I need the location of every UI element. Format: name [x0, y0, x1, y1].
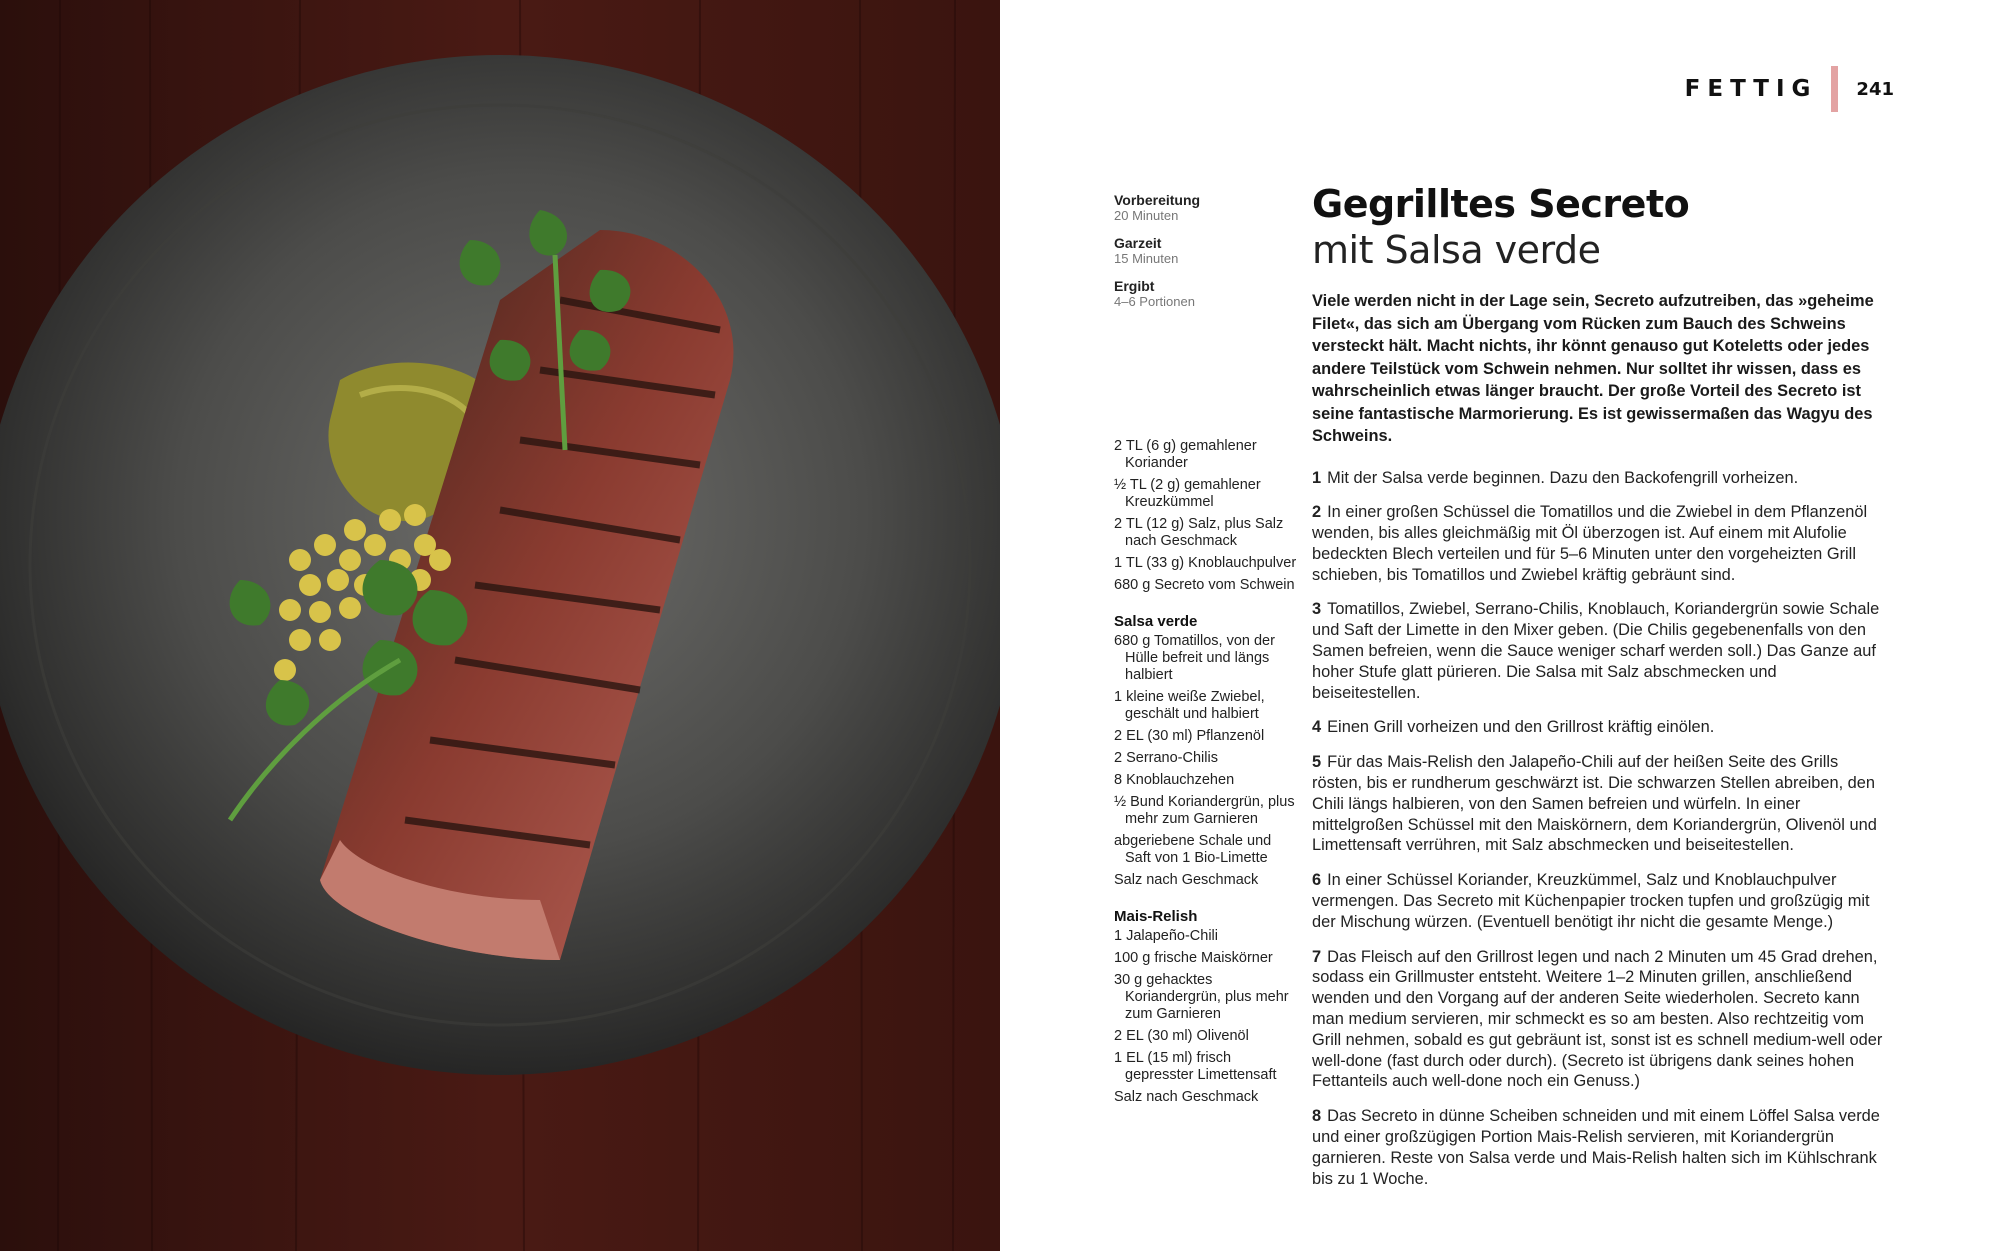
section-title: FETTIG [1684, 76, 1818, 102]
ingredient-item: 1 TL (33 g) Knoblauchpulver [1114, 555, 1297, 571]
step-text: Einen Grill vorheizen und den Grillrost kräftig einölen. [1327, 718, 1715, 737]
step-number: 2 [1312, 503, 1322, 522]
meta-label: Ergibt [1114, 278, 1155, 294]
ingredient-group-title: Mais-Relish [1114, 908, 1198, 925]
ingredient-item: ½ TL (2 g) gemahlener Kreuzkümmel [1114, 477, 1261, 510]
ingredient-item: 1 Jalapeño-Chili [1114, 928, 1218, 944]
recipe-title: Gegrilltes Secreto [1312, 182, 1690, 226]
ingredient-item: 2 TL (6 g) gemahlener Koriander [1114, 438, 1257, 471]
header-divider [1831, 66, 1838, 112]
step [1312, 502, 1888, 585]
step-text: Für das Mais-Relish den Jalapeño-Chili auf der heißen Seite des Grills rösten, bis er rundherum geschwärzt ist. Die schwarzen Stellen abreiben, den Chili längs halbieren, von den Samen befreien und würfeln. In einer mittelgroßen Schüssel mit den Maiskörnern, dem Koriandergrün, Olivenöl und Limettensaft verrühren, mit Salz abschmecken und beiseitestellen. [1312, 753, 1877, 855]
ingredient-group-main [1114, 438, 1299, 594]
ingredient-group-title: Salsa verde [1114, 613, 1198, 630]
ingredient-item: 2 Serrano-Chilis [1114, 750, 1218, 766]
recipe-intro: Viele werden nicht in der Lage sein, Secreto aufzutreiben, das »geheime Filet«, das sich am Übergang vom Rücken zum Bauch des Schweins versteckt hält. Macht nichts, ihr könnt genauso gut Koteletts oder jedes andere Teilstück vom Schwein nehmen. Nur solltet ihr wissen, dass es wahrscheinlich etwas länger braucht. Der große Vorteil des Secreto ist seine fantastische Marmorierung. Es ist gewissermaßen das Wagyu des Schweins. [1312, 292, 1874, 445]
meta-cook [1114, 235, 1294, 266]
ingredient-item: 30 g gehacktes Koriandergrün, plus mehr zum Garnieren [1114, 972, 1289, 1022]
ingredient-item: 2 TL (12 g) Salz, plus Salz nach Geschmack [1114, 516, 1284, 549]
ingredient-item: 680 g Tomatillos, von der Hülle befreit und längs halbiert [1114, 633, 1275, 683]
meta-value: 15 Minuten [1114, 251, 1179, 266]
meta-value: 4–6 Portionen [1114, 294, 1195, 309]
meta-value: 20 Minuten [1114, 208, 1179, 223]
step [1312, 468, 1888, 489]
meta-yield [1114, 278, 1294, 309]
step-text: Tomatillos, Zwiebel, Serrano-Chilis, Knoblauch, Koriandergrün sowie Schale und Saft der Limette in den Mixer geben. (Die Chilis gegebenenfalls von den Samen befreien, wenn die Sauce weniger scharf werden soll.) Das Ganze auf hoher Stufe glatt pürieren. Die Salsa mit Salz abschmecken und beiseitestellen. [1312, 600, 1880, 702]
ingredient-item: 2 EL (30 ml) Pflanzenöl [1114, 728, 1265, 744]
ingredient-item: 100 g frische Maiskörner [1114, 950, 1273, 966]
running-header [1685, 66, 1894, 112]
step-number: 8 [1312, 1107, 1322, 1126]
step [1312, 870, 1888, 932]
ingredient-group-relish [1114, 908, 1299, 1106]
recipe-subtitle: mit Salsa verde [1312, 228, 1601, 272]
step-number: 4 [1312, 718, 1322, 737]
meta-prep [1114, 192, 1294, 223]
ingredient-item: ½ Bund Koriandergrün, plus mehr zum Garnieren [1114, 794, 1295, 827]
step-text: In einer großen Schüssel die Tomatillos und die Zwiebel in dem Pflanzenöl wenden, bis alles gleichmäßig mit Öl überzogen ist. Auf einem mit Alufolie bedeckten Blech verteilen und für 5–6 Minuten unter den vorgeheizten Grill schieben, bis Tomatillos und Zwiebel kräftig gebräunt sind. [1312, 503, 1868, 584]
step-number: 3 [1312, 600, 1322, 619]
ingredient-item: Salz nach Geschmack [1114, 1089, 1259, 1105]
ingredient-item: 680 g Secreto vom Schwein [1114, 577, 1295, 593]
step [1312, 599, 1888, 703]
meta-label: Garzeit [1114, 235, 1162, 251]
step-text: Mit der Salsa verde beginnen. Dazu den Backofengrill vorheizen. [1327, 468, 1799, 487]
meta-label: Vorbereitung [1114, 192, 1201, 208]
ingredient-item: 8 Knoblauchzehen [1114, 772, 1235, 788]
ingredient-item: Salz nach Geschmack [1114, 872, 1259, 888]
recipe-body [1312, 180, 1888, 1203]
step-number: 6 [1312, 871, 1322, 890]
ingredient-item: abgeriebene Schale und Saft von 1 Bio-Limette [1114, 833, 1272, 866]
step-text: In einer Schüssel Koriander, Kreuzkümmel, Salz und Knoblauchpulver vermengen. Das Secreto mit Küchenpapier trocken tupfen und großzügig mit der Mischung würzen. (Eventuell benötigt ihr nicht die gesamte Menge.) [1312, 871, 1870, 931]
ingredient-list [1114, 438, 1299, 1125]
step-number: 7 [1312, 947, 1322, 966]
ingredient-group-salsa [1114, 613, 1299, 889]
recipe-meta [1114, 192, 1294, 321]
step [1312, 947, 1888, 1093]
step [1312, 752, 1888, 856]
recipe-page [1000, 0, 2000, 1251]
ingredient-item: 1 EL (15 ml) frisch gepresster Limettensaft [1114, 1050, 1277, 1083]
ingredient-item: 2 EL (30 ml) Olivenöl [1114, 1028, 1249, 1044]
ingredient-item: 1 kleine weiße Zwiebel, geschält und halbiert [1114, 689, 1265, 722]
step [1312, 1106, 1888, 1189]
step-text: Das Fleisch auf den Grillrost legen und nach 2 Minuten um 45 Grad drehen, sodass ein Grillmuster entsteht. Weitere 1–2 Minuten grillen, anschließend wenden und den Vorgang auf der anderen Seite wiederholen. Secreto kann man medium servieren, mir schmeckt es so am besten. Also rechtzeitig vom Grill nehmen, sobald es gut gebräunt ist, sonst ist es schnell medium-well oder well-done (fast durch oder durch). (Secreto ist übrigens dank seines hohen Fettanteils auch well-done noch ein Genuss.) [1312, 947, 1883, 1091]
page-number: 241 [1856, 78, 1894, 100]
step-number: 1 [1312, 468, 1322, 487]
step-text: Das Secreto in dünne Scheiben schneiden und mit einem Löffel Salsa verde und einer großzügigen Portion Mais-Relish servieren, mit Koriandergrün garnieren. Reste von Salsa verde und Mais-Relish halten sich im Kühlschrank bis zu 1 Woche. [1312, 1107, 1880, 1188]
step [1312, 717, 1888, 738]
step-number: 5 [1312, 753, 1322, 772]
